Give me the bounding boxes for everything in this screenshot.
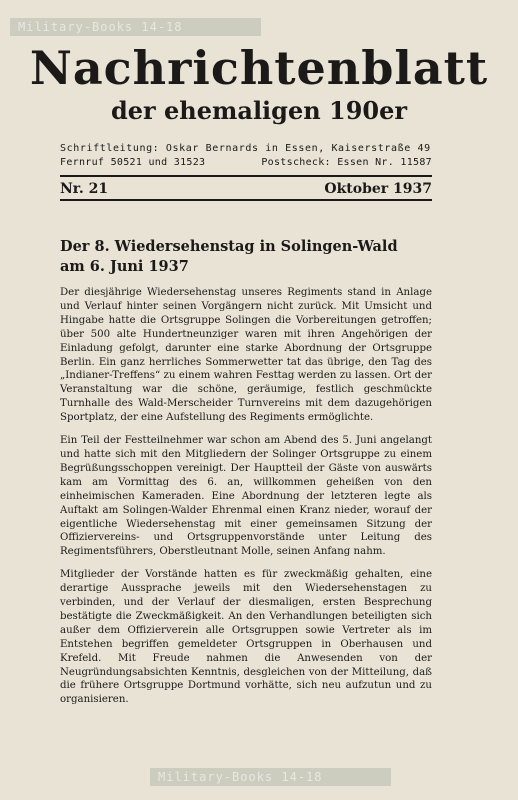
editor-address: Schriftleitung: Oskar Bernards in Essen, Kaiserstraße 49 <box>60 143 431 154</box>
issue-number: Nr. 21 <box>60 181 109 197</box>
watermark-top: Military-Books 14-18 <box>10 18 261 36</box>
divider-bottom <box>60 199 432 201</box>
headline-line-2: am 6. Juni 1937 <box>60 258 189 275</box>
article-paragraph-3: Mitglieder der Vorstände hatten es für zweckmäßig gehalten, eine derartige Aussprache jeweils mit den Wiedersehenstagen zu verbinden, und der Verlauf der diesmaligen, ersten Besprechung bestätigte die Zweckmäßigkeit. An den Verhandlungen beteiligten sich außer dem Offizierverein alle Ortsgruppen sowie Vertreter als im Entstehen begriffen gemeldeter Ortsgruppen in Oberhausen und Krefeld. Mit Freude nahmen die Anwesenden von der Neugründungsabsichten Kenntnis, desgleichen von der Mitteilung, daß die frühere Ortsgruppe Dortmund vorhätte, sich neu aufzutun und zu organisieren. <box>60 569 432 706</box>
article-headline <box>60 237 432 277</box>
article-body <box>60 286 432 716</box>
issue-date: Oktober 1937 <box>324 181 432 197</box>
masthead-subtitle: der ehemaligen 190er <box>110 96 408 125</box>
article-paragraph-1: Der diesjährige Wiedersehenstag unseres Regiments stand in Anlage und Verlauf hinter seinen Vorgängern nicht zurück. Mit Umsicht und Hingabe hatte die Ortsgruppe Solingen die Vorbereitungen getroffen; über 500 alte Hundertneunziger waren mit ihren Angehörigen der Einladung gefolgt, darunter eine starke Abordnung der Ortsgruppe Berlin. Ein ganz herrliches Sommerwetter tat das übrige, den Tag des „Indianer-Treffens“ zu einem wahren Festtag werden zu lassen. Ort der Veranstaltung war die schöne, geräumige, festlich geschmückte Turnhalle des Wald-Merscheider Turnvereins mit dem dazugehörigen Sportplatz, der eine Aufstellung des Regiments ermöglichte. <box>60 287 432 424</box>
divider-top <box>60 175 432 177</box>
masthead-title: Nachrichtenblatt <box>29 41 489 95</box>
watermark-bottom: Military-Books 14-18 <box>150 768 391 786</box>
article-paragraph-2: Ein Teil der Festteilnehmer war schon am Abend des 5. Juni angelangt und hatte sich mit den Mitgliedern der Solinger Ortsgruppe zu einem Begrüßungsschoppen vereinigt. Der Hauptteil der Gäste von auswärts kam am Vormittag des 6. an, willkommen geheißen von den einheimischen Kameraden. Eine Abordnung der letzteren legte als Auftakt am Solingen-Walder Ehrenmal einen Kranz nieder, worauf der eigentliche Wiedersehenstag mit einer gemeinsamen Sitzung der Offiziervereins- und Ortsgruppenvorstände unter Leitung des Regimentsführers, Oberstleutnant Molle, seinen Anfang nahm. <box>60 435 432 558</box>
issue-line <box>60 180 432 198</box>
address-line-contact <box>60 156 432 170</box>
address-line-editor <box>60 142 432 156</box>
phone-numbers: Fernruf 50521 und 31523 <box>60 157 206 168</box>
headline-line-1: Der 8. Wiedersehenstag in Solingen-Wald <box>60 238 398 255</box>
postal-account: Postscheck: Essen Nr. 11587 <box>261 157 432 168</box>
